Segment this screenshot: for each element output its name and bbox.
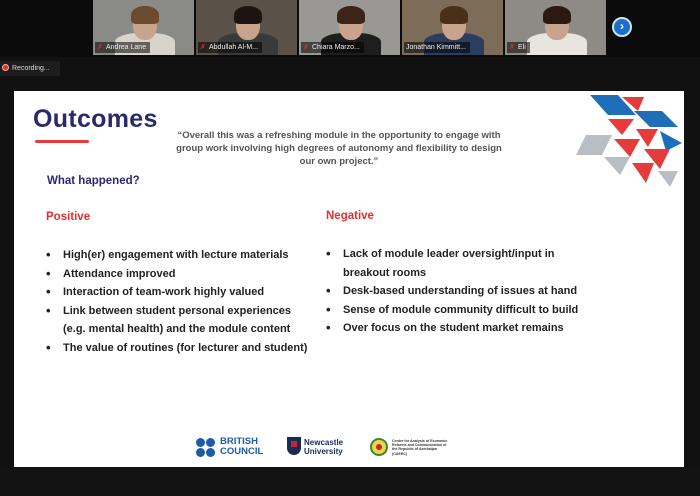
record-icon — [2, 64, 9, 71]
newcastle-shield-icon — [287, 437, 301, 455]
meeting-bottom-area — [0, 467, 700, 496]
mic-muted-icon: ✗ — [200, 44, 206, 51]
participant-name: Abdullah Al-M... — [209, 44, 259, 51]
participant-name-label — [301, 42, 364, 53]
participant-tile[interactable] — [196, 0, 297, 55]
participant-hair — [337, 6, 365, 24]
participant-hair — [234, 6, 262, 24]
list-item: • High(er) engagement with lecture materials — [46, 246, 308, 265]
participant-name: Chiara Marzo... — [312, 44, 360, 51]
participant-name-label — [95, 42, 150, 53]
participant-name-label — [198, 42, 262, 53]
participant-tile[interactable] — [299, 0, 400, 55]
negative-list — [326, 245, 601, 338]
recording-label: Recording... — [12, 65, 50, 72]
title-underline — [35, 140, 89, 143]
mic-muted-icon: ✗ — [97, 44, 103, 51]
slide-quote: “Overall this was a refreshing module in the opportunity to engage with group work involving high degrees of autonomy and flexibility to design our own project.” — [176, 130, 502, 167]
partner-logos — [194, 436, 454, 460]
participant-tile[interactable] — [505, 0, 606, 55]
slide-title: Outcomes — [33, 105, 158, 133]
participant-hair — [440, 6, 468, 24]
list-item: • Link between student personal experiences (e.g. mental health) and the module content — [46, 302, 308, 339]
participant-name: Jonathan Kimmitt... — [406, 44, 466, 51]
positive-list — [46, 246, 308, 357]
british-council-logo-icon — [196, 438, 216, 458]
recording-indicator[interactable] — [0, 61, 60, 76]
participant-name-label — [507, 42, 530, 53]
mic-muted-icon: ✗ — [303, 44, 309, 51]
list-item: • Sense of module community difficult to build — [326, 301, 601, 320]
caerc-logo-text: Center for Analysis of Economic Reforms and Communication of the Republic of Azerbaijan (CAERC) — [392, 439, 448, 456]
negative-heading: Negative — [326, 210, 374, 222]
what-happened-heading: What happened? — [47, 175, 140, 187]
participant-name-label — [404, 42, 470, 53]
list-item: • Interaction of team-work highly valued — [46, 283, 308, 302]
positive-heading: Positive — [46, 211, 91, 223]
list-item: • The value of routines (for lecturer and student) — [46, 339, 308, 358]
mic-muted-icon: ✗ — [509, 44, 515, 51]
caerc-emblem-icon — [370, 438, 388, 456]
participant-hair — [131, 6, 159, 24]
list-item: • Desk-based understanding of issues at hand — [326, 282, 601, 301]
chevron-right-icon: › — [620, 19, 624, 33]
newcastle-logo-text: Newcastle University — [304, 438, 344, 456]
participant-strip — [0, 0, 700, 57]
participant-name: Eli — [518, 44, 526, 51]
next-participants-button[interactable] — [612, 17, 632, 37]
list-item: • Over focus on the student market remains — [326, 319, 601, 338]
participant-tile[interactable] — [402, 0, 503, 55]
list-item: • Lack of module leader oversight/input in breakout rooms — [326, 245, 601, 282]
decorative-pattern-icon — [574, 91, 684, 191]
shared-slide — [14, 91, 684, 467]
british-council-logo-text: BRITISH COUNCIL — [220, 436, 264, 457]
list-item: • Attendance improved — [46, 265, 308, 284]
participant-tile[interactable] — [93, 0, 194, 55]
participant-hair — [543, 6, 571, 24]
participant-name: Andrea Lane — [106, 44, 147, 51]
